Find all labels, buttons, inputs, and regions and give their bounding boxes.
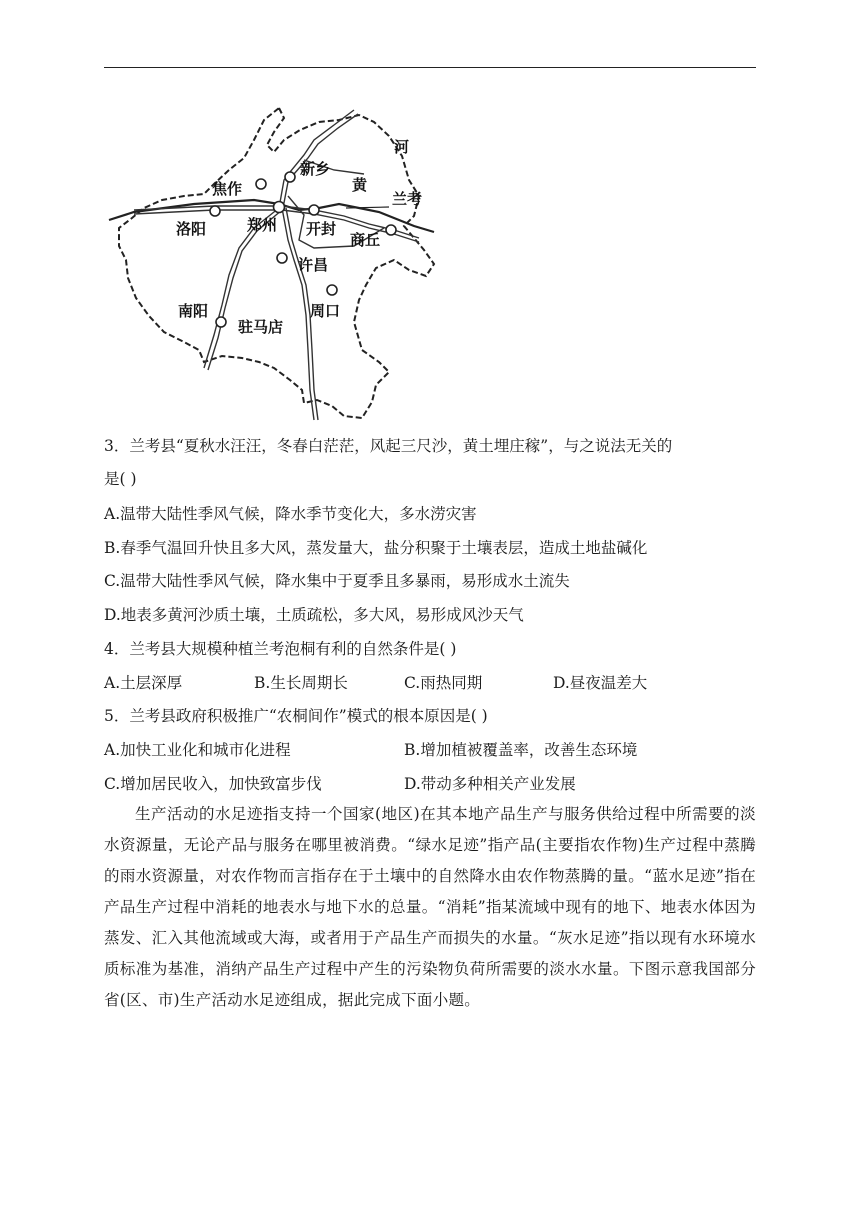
label-jiaozuo: 焦作 [212, 180, 243, 198]
water-footprint-passage: 生产活动的水足迹指支持一个国家(地区)在其本地产品生产与服务供给过程中所需要的淡水资源量，无论产品与服务在哪里被消费。“绿水足迹”指产品(主要指农作物)生产过程中蒸腾的雨水资源量，对农作物而言指存在于土壤中的自然降水由农作物蒸腾的量。“蓝水足迹”指在产品生产过程中消耗的地表水与地下水的总量。“消耗”指某流域中现有的地下、地表水体因为蒸发、汇入其他流域或大海，或者用于产品生产而损失的水量。“灰水足迹”指以现有水环境水质标准为基准，消纳产品生产过程中产生的污染物负荷所需要的淡水水量。下图示意我国部分省(区、市)生产活动水足迹组成，据此完成下面小题。 [104, 805, 756, 1009]
xuchang-marker [277, 253, 287, 263]
q4-stem: 4．兰考县大规模种植兰考泡桐有利的自然条件是( ) [104, 640, 457, 658]
label-he: 河 [394, 138, 410, 156]
kaifeng-marker [309, 205, 319, 215]
zhoukou-marker [327, 285, 337, 295]
luoyang-marker [210, 206, 220, 216]
nanyang-marker [216, 317, 226, 327]
label-zhumadian: 驻马店 [238, 318, 284, 336]
q3-option-c: C.温带大陆性季风气候，降水集中于夏季且多暴雨，易形成水土流失 [104, 572, 570, 590]
label-zhoukou: 周口 [310, 302, 341, 320]
q3-stem-line2: 是( ) [104, 470, 137, 488]
henan-map [104, 100, 444, 430]
label-zhengzhou: 郑州 [247, 216, 278, 234]
q3-stem-line1: 3．兰考县“夏秋水汪汪，冬春白茫茫，风起三尺沙，黄土埋庄稼”，与之说法无关的 [104, 437, 673, 455]
label-shangqiu: 商丘 [350, 231, 381, 249]
q5-option-c: C.增加居民收入，加快致富步伐 [104, 775, 322, 793]
q3-option-b: B.春季气温回升快且多大风，蒸发量大，盐分积聚于土壤表层，造成土地盐碱化 [104, 539, 648, 557]
q4-option-d: D.昼夜温差大 [553, 674, 648, 692]
label-luoyang: 洛阳 [176, 220, 207, 238]
label-nanyang: 南阳 [178, 302, 209, 320]
header-rule [104, 67, 756, 68]
q5-option-a: A.加快工业化和城市化进程 [104, 741, 291, 759]
q5-stem: 5．兰考县政府积极推广“农桐间作”模式的根本原因是( ) [104, 707, 488, 725]
q5-option-d: D.带动多种相关产业发展 [404, 775, 576, 793]
label-huang: 黄 [352, 176, 368, 194]
q3-option-d: D.地表多黄河沙质土壤，土质疏松，多大风，易形成风沙天气 [104, 606, 524, 624]
label-xinxiang: 新乡 [300, 160, 331, 178]
q4-option-a: A.土层深厚 [104, 674, 183, 692]
label-kaifeng: 开封 [306, 220, 337, 238]
q4-option-b: B.生长周期长 [254, 674, 348, 692]
railways [134, 110, 419, 420]
label-lankao: 兰考 [392, 190, 423, 208]
q4-option-c: C.雨热同期 [404, 674, 483, 692]
province-boundary [119, 108, 434, 418]
xinxiang-marker [285, 172, 295, 182]
q5-option-b: B.增加植被覆盖率，改善生态环境 [404, 741, 638, 759]
shangqiu-marker [386, 225, 396, 235]
q3-option-a: A.温带大陆性季风气候，降水季节变化大，多水涝灾害 [104, 505, 477, 523]
jiaozuo-marker [256, 179, 266, 189]
zhengzhou-marker [274, 202, 285, 213]
label-xuchang: 许昌 [298, 256, 329, 274]
